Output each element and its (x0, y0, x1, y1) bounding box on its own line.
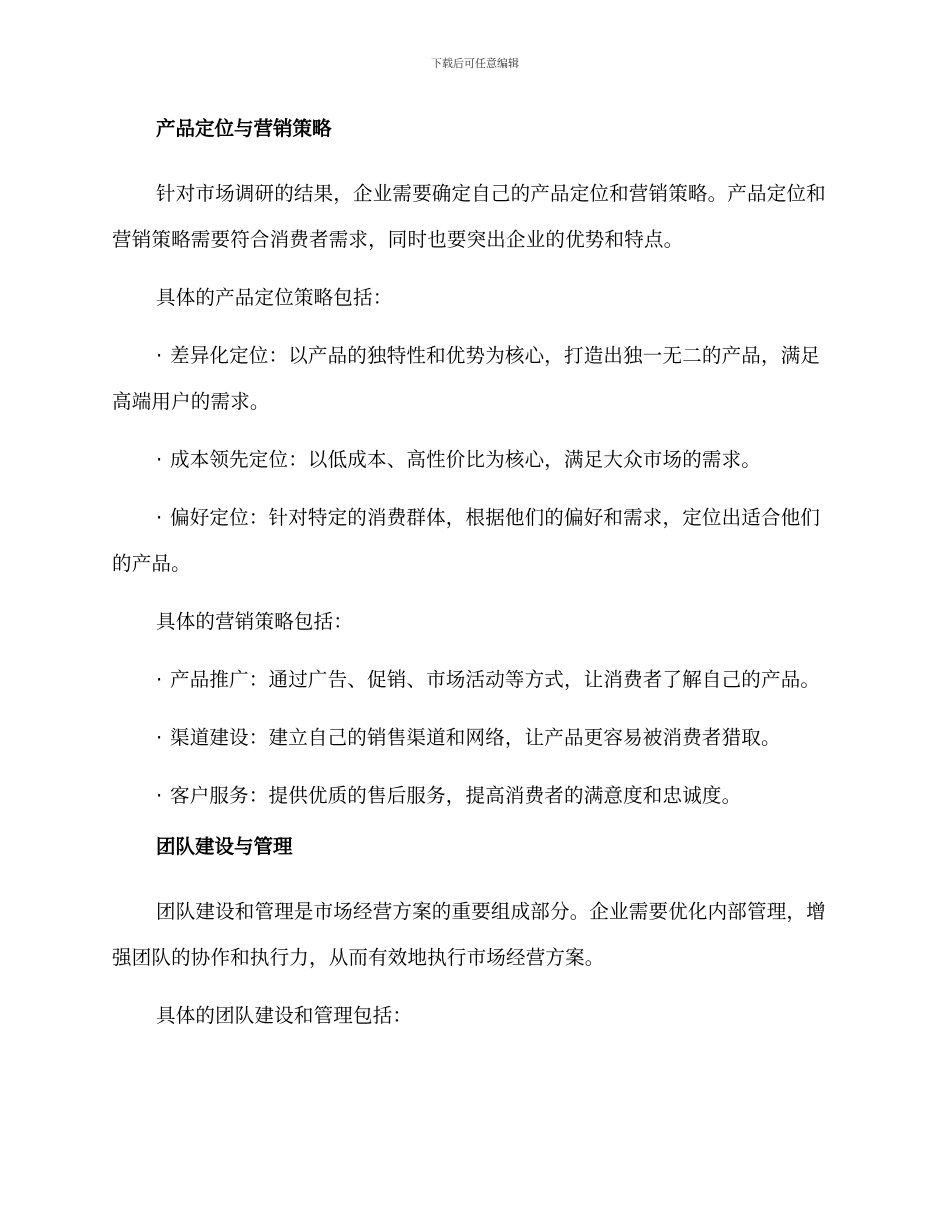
document-body (112, 113, 830, 1051)
bullet-text: 成本领先定位：以低成本、高性价比为核心，满足大众市场的需求。 (170, 448, 762, 471)
bullet-dot-icon: · (156, 506, 163, 529)
bullet-text: 差异化定位：以产品的独特性和优势为核心，打造出独一无二的产品，满足高端用户的需求。 (112, 344, 821, 413)
bullet-dot-icon: · (156, 726, 163, 749)
bullet-item-cost-leadership (112, 437, 830, 483)
page-header: 下载后可任意编辑 (431, 57, 519, 70)
paragraph-team-intro: 团队建设和管理是市场经营方案的重要组成部分。企业需要优化内部管理，增强团队的协作和执行力，从而有效地执行市场经营方案。 (112, 900, 826, 969)
bullet-dot-icon: · (156, 668, 163, 691)
paragraph-team-lead: 具体的团队建设和管理包括： (156, 1004, 413, 1027)
bullet-text: 客户服务：提供优质的售后服务，提高消费者的满意度和忠诚度。 (170, 784, 742, 807)
bullet-dot-icon: · (156, 344, 163, 367)
section-heading-team: 团队建设与管理 (156, 835, 293, 858)
bullet-text: 偏好定位：针对特定的消费群体，根据他们的偏好和需求，定位出适合他们的产品。 (112, 506, 821, 575)
bullet-text: 渠道建设：建立自己的销售渠道和网络，让产品更容易被消费者猎取。 (170, 726, 781, 749)
bullet-dot-icon: · (156, 448, 163, 471)
paragraph-intro: 针对市场调研的结果，企业需要确定自己的产品定位和营销策略。产品定位和营销策略需要符合消费者需求，同时也要突出企业的优势和特点。 (112, 182, 826, 251)
paragraph-marketing-lead: 具体的营销策略包括： (156, 610, 354, 633)
bullet-item-promotion (112, 657, 830, 703)
bullet-item-preference (112, 495, 830, 587)
bullet-item-channel (112, 715, 830, 761)
bullet-item-service (112, 773, 830, 819)
bullet-dot-icon: · (156, 784, 163, 807)
bullet-text: 产品推广：通过广告、促销、市场活动等方式，让消费者了解自己的产品。 (170, 668, 821, 691)
bullet-item-differentiation (112, 333, 830, 425)
section-heading-positioning: 产品定位与营销策略 (156, 117, 332, 140)
paragraph-positioning-lead: 具体的产品定位策略包括： (156, 286, 393, 309)
